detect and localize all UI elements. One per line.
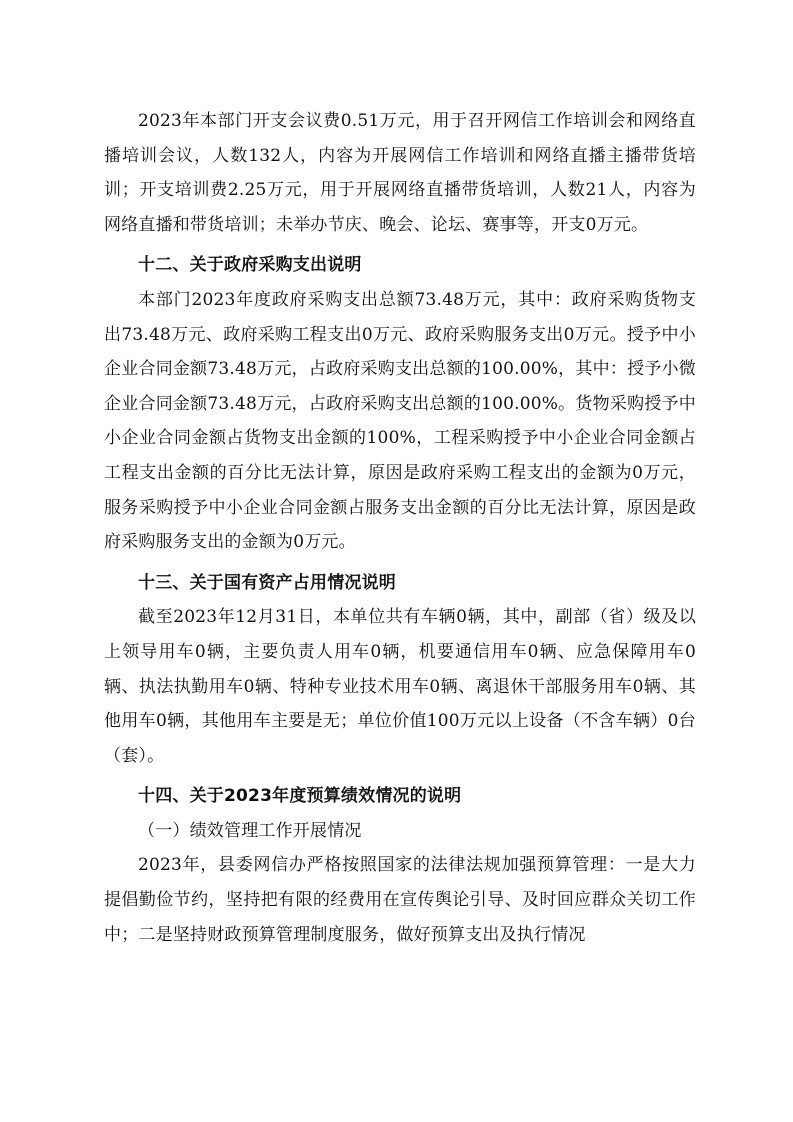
heading-government-procurement: 十二、关于政府采购支出说明 — [138, 255, 362, 276]
subheading-performance-management: （一）绩效管理工作开展情况 — [138, 820, 362, 841]
document-body — [104, 104, 696, 952]
heading-state-assets: 十三、关于国有资产占用情况说明 — [138, 572, 396, 593]
heading-budget-performance: 十四、关于2023年度预算绩效情况的说明 — [138, 786, 462, 807]
paragraph-government-procurement: 本部门2023年度政府采购支出总额73.48万元，其中：政府采购货物支出73.48万元、政府采购工程支出0万元、政府采购服务支出0万元。授予中小企业合同金额73.48万元，占政府采购支出总额的100.00%，其中：授予小微企业合同金额73.48万元，占政府采购支出总额的100.00%。货物采购授予中小企业合同金额占货物支出金额的100%，工程采购授予中小企业合同金额占工程支出金额的百分比无法计算，原因是政府采购工程支出的金额为0万元，服务采购授予中小企业合同金额占服务支出金额的百分比无法计算，原因是政府采购服务支出的金额为0万元。 — [104, 289, 696, 553]
paragraph-meeting-training-fees: 2023年本部门开支会议费0.51万元，用于召开网信工作培训会和网络直播培训会议，人数132人，内容为开展网信工作培训和网络直播主播带货培训；开支培训费2.25万元，用于开展网络直播带货培训，人数21人，内容为网络直播和带货培训；未举办节庆、晚会、论坛、赛事等，开支0万元。 — [104, 111, 696, 235]
paragraph-performance-management: 2023年，县委网信办严格按照国家的法律法规加强预算管理：一是大力提倡勤俭节约，坚持把有限的经费用在宣传舆论引导、及时回应群众关切工作中；二是坚持财政预算管理制度服务，做好预算支出及执行情况 — [104, 855, 696, 945]
paragraph-state-assets: 截至2023年12月31日，本单位共有车辆0辆，其中，副部（省）级及以上领导用车0辆，主要负责人用车0辆，机要通信用车0辆、应急保障用车0辆、执法执勤用车0辆、特种专业技术用车0辆、离退休干部服务用车0辆、其他用车0辆，其他用车主要是无；单位价值100万元以上设备（不含车辆）0台（套）。 — [104, 607, 696, 766]
